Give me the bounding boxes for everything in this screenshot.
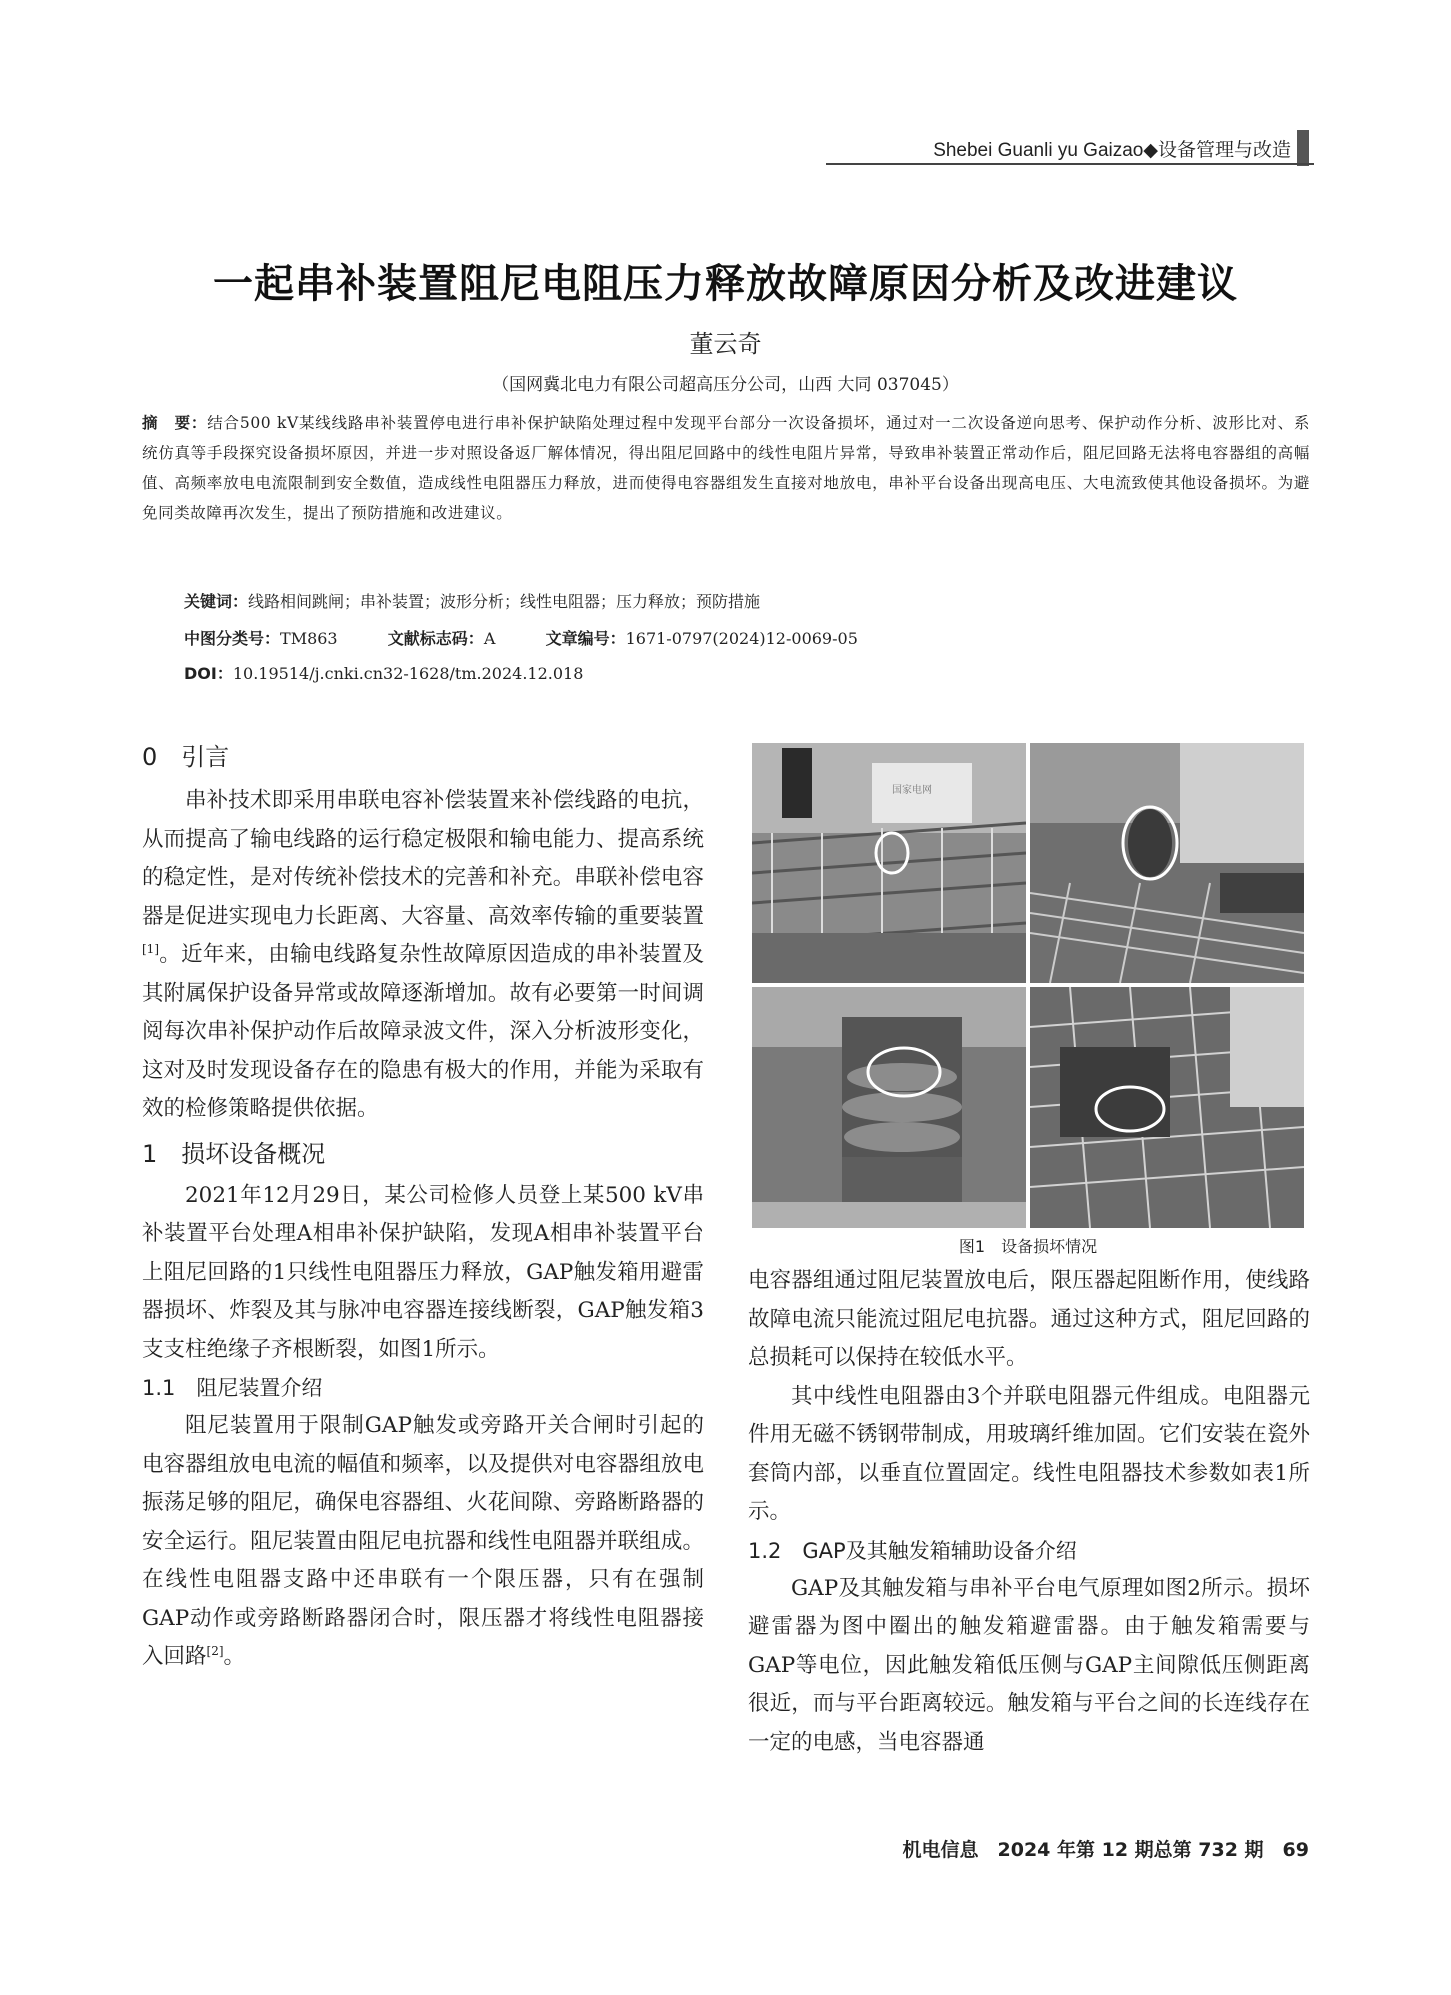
section-1-2-heading: 1.2 GAP及其触发箱辅助设备介绍 [748,1538,1077,1563]
section-1-1-paragraph [142,1407,704,1677]
article-title: 一起串补装置阻尼电阻压力释放故障原因分析及改进建议 [213,261,1238,307]
author: 董云奇 [689,330,762,358]
right-paragraph-3: GAP及其触发箱与串补平台电气原理如图2所示。损坏避雷器为图中圈出的触发箱避雷器。由于触发箱需要与GAP等电位，因此触发箱低压侧与GAP主间隙低压侧距离很近，而与平台距离较远。触发箱与平台之间的长连线存在一定的电感，当电容器通 [748,1575,1310,1755]
figure-1 [752,743,1304,1228]
page-footer: 机电信息 2024 年第 12 期总第 732 期 69 [902,1839,1309,1861]
keywords [184,589,760,612]
citation-2: [2] [206,1643,224,1658]
section-1-1-heading: 1.1 阻尼装置介绍 [142,1376,323,1400]
keywords-text: 线路相间跳闸；串补装置；波形分析；线性电阻器；压力释放；预防措施 [248,592,761,611]
article-number-label: 文章编号： [545,629,626,648]
doc-code-label: 文献标志码： [387,629,484,648]
running-head-bar [1297,130,1309,166]
photo-bottom-right [1030,987,1304,1228]
clc-label: 中图分类号： [184,629,281,648]
figure-1-caption: 图1 设备损坏情况 [958,1237,1098,1256]
doc-code-value: A [483,629,496,648]
article-number-value: 1671-0797(2024)12-0069-05 [625,629,858,648]
para-text: 。近年来，由输电线路复杂性故障原因造成的串补装置及其附属保护设备异常或故障逐渐增加。故有必要第一时间调阅每次串补保护动作后故障录波文件，深入分析波形变化，这对及时发现设备存在的隐患有极大的作用，并能为采取有效的检修策略提供依据。 [142,942,704,1121]
citation-1: [1] [142,941,159,956]
abstract [142,408,1310,528]
keywords-label: 关键词： [184,592,249,611]
section-1-heading: 1 损坏设备概况 [142,1139,326,1168]
photo-bottom-left [752,987,1026,1228]
photo-top-right [1030,743,1304,983]
section-0-heading: 0 引言 [142,743,230,771]
abstract-label: 摘 要： [142,414,208,432]
affiliation: （国网冀北电力有限公司超高压分公司，山西 大同 037045） [492,375,959,395]
doi [184,661,583,684]
doi-text: 10.19514/j.cnki.cn32-1628/tm.2024.12.018 [232,664,584,683]
classification [184,626,858,649]
right-paragraph-1: 电容器组通过阻尼装置放电后，限压器起阻断作用，使线路故障电流只能流过阻尼电抗器。通过这种方式，阻尼回路的总损耗可以保持在较低水平。 [748,1268,1310,1370]
running-head [933,130,1309,166]
abstract-text: 结合500 kV某线线路串补装置停电进行串补保护缺陷处理过程中发现平台部分一次设备损坏，通过对一二次设备逆向思考、保护动作分析、波形比对、系统仿真等手段探究设备损坏原因，并进一步对照设备返厂解体情况，得出阻尼回路中的线性电阻片异常，导致串补装置正常动作后，阻尼回路无法将电容器组的高幅值、高频率放电电流限制到安全数值，造成线性电阻器压力释放，进而使得电容器组发生直接对地放电，串补平台设备出现高电压、大电流致使其他设备损坏。为避免同类故障再次发生，提出了预防措施和改进建议。 [142,414,1310,522]
para-text: 阻尼装置用于限制GAP触发或旁路开关合闸时引起的电容器组放电电流的幅值和频率，以及提供对电容器组放电振荡足够的阻尼，确保电容器组、火花间隙、旁路断路器的安全运行。阻尼装置由阻尼电抗器和线性电阻器并联组成。在线性电阻器支路中还串联有一个限压器，只有在强制GAP动作或旁路断路器闭合时，限压器才将线性电阻器接入回路 [142,1413,704,1669]
header-rule [826,163,1314,165]
right-paragraph-2: 其中线性电阻器由3个并联电阻器元件组成。电阻器元件用无磁不锈钢带制成，用玻璃纤维加固。它们安装在瓷外套筒内部，以垂直位置固定。线性电阻器技术参数如表1所示。 [748,1383,1310,1524]
clc-value: TM863 [280,629,338,648]
photo-signage-text: 国家电网 [892,785,932,796]
section-0-paragraph [142,782,704,1129]
left-column [142,738,704,1677]
section-1-paragraph: 2021年12月29日，某公司检修人员登上某500 kV串补装置平台处理A相串补保护缺陷，发现A相串补装置平台上阻尼回路的1只线性电阻器压力释放，GAP触发箱用避雷器损坏、炸裂及其与脉冲电容器连接线断裂，GAP触发箱3支支柱绝缘子齐根断裂，如图1所示。 [142,1182,704,1362]
doi-label: DOI： [184,664,233,683]
para-text: 。 [223,1644,246,1669]
para-text: 串补技术即采用串联电容补偿装置来补偿线路的电抗，从而提高了输电线路的运行稳定极限和输电能力、提高系统的稳定性，是对传统补偿技术的完善和补充。串联补偿电容器是促进实现电力长距离、大容量、高效率传输的重要装置 [142,788,704,929]
running-head-text: Shebei Guanli yu Gaizao◆设备管理与改造 [933,139,1291,161]
right-column [748,1262,1310,1762]
photo-top-left [752,743,1026,983]
